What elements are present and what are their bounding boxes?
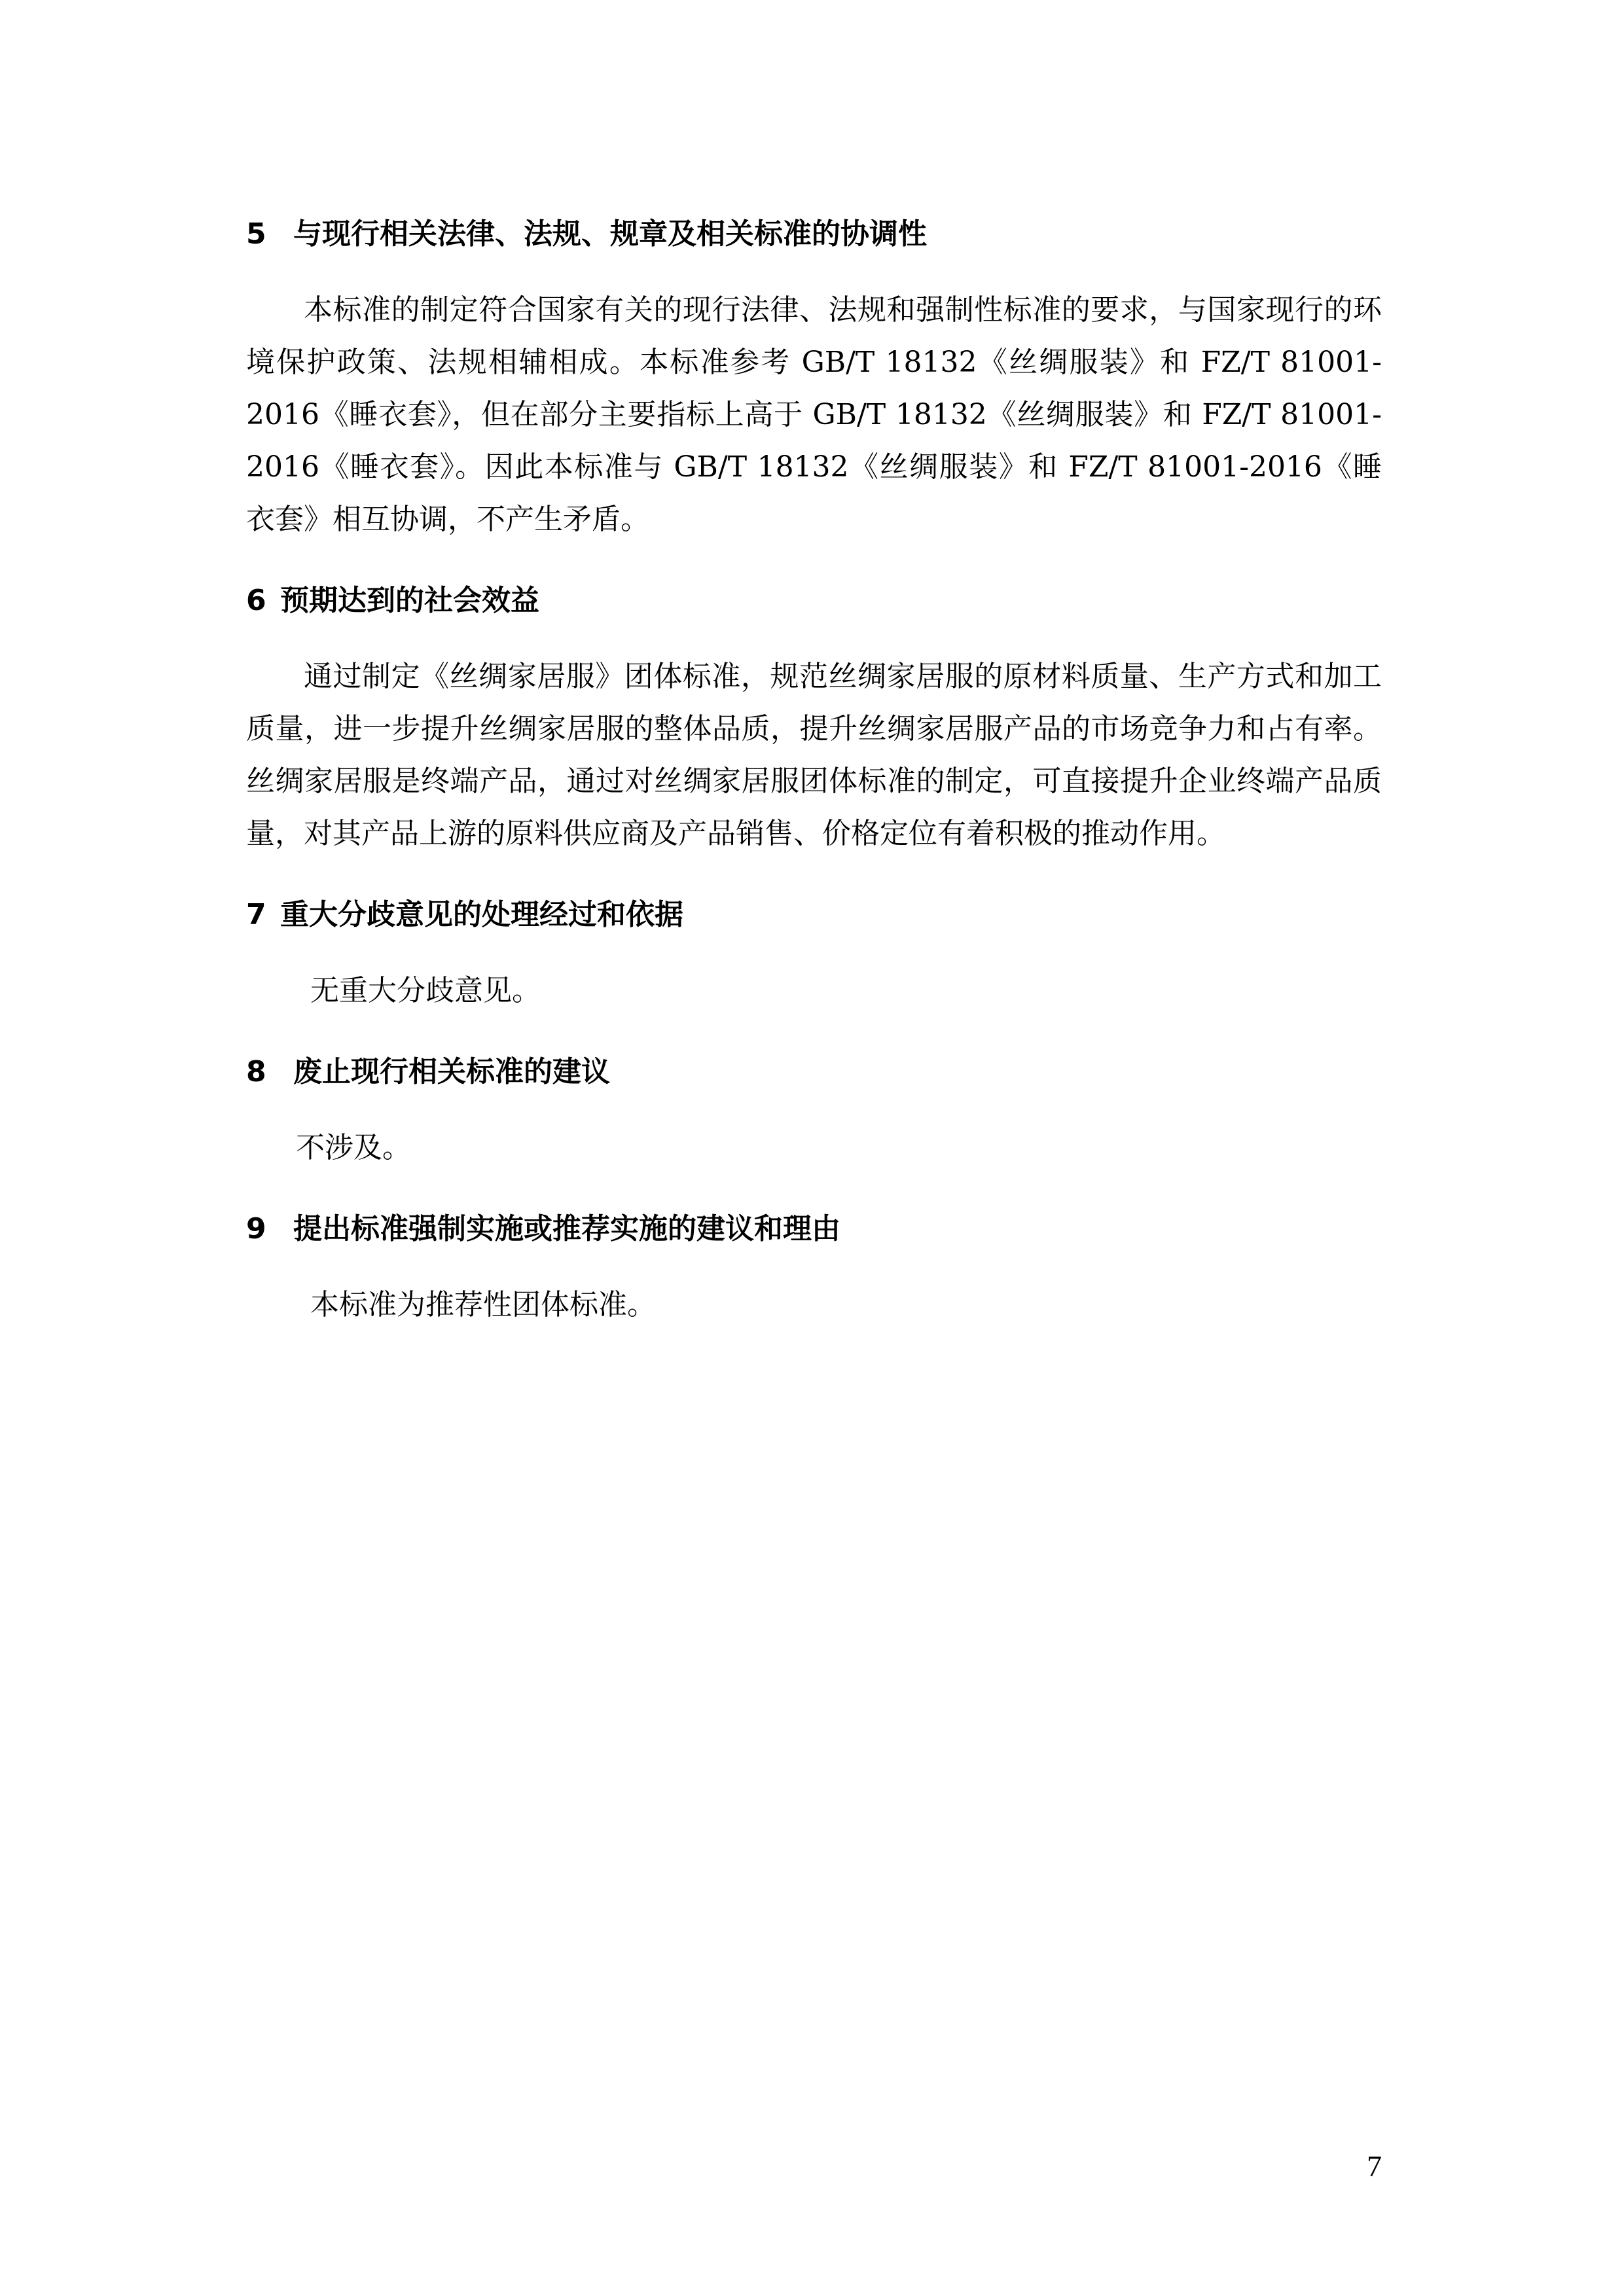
section-number: 6 [246,584,266,617]
section-title: 提出标准强制实施或推荐实施的建议和理由 [293,1212,840,1246]
section-title: 废止现行相关标准的建议 [293,1055,610,1088]
section-number: 7 [246,898,266,931]
section-number: 8 [246,1055,266,1088]
section-paragraph: 本标准的制定符合国家有关的现行法律、法规和强制性标准的要求，与国家现行的环境保护政策、法规相辅相成。本标准参考 GB/T 18132《丝绸服装》和 FZ/T 81001-2016《睡衣套》，但在部分主要指标上高于 GB/T 18132《丝绸服装》和 FZ/T 81001-2016《睡衣套》。因此本标准与 GB/T 18132《丝绸服装》和 FZ/T 81001-2016《睡衣套》相互协调，不产生矛盾。 [246,293,1382,536]
section-title: 预期达到的社会效益 [280,584,539,617]
section-title: 与现行相关法律、法规、规章及相关标准的协调性 [293,217,927,251]
page-number: 7 [1367,2149,1382,2183]
section-heading-8 [246,1046,1382,1098]
page-content [246,208,1382,1331]
section-paragraph: 通过制定《丝绸家居服》团体标准，规范丝绸家居服的原材料质量、生产方式和加工质量，进一步提升丝绸家居服的整体品质，提升丝绸家居服产品的市场竞争力和占有率。丝绸家居服是终端产品，通过对丝绸家居服团体标准的制定，可直接提升企业终端产品质量，对其产品上游的原料供应商及产品销售、价格定位有着积极的推动作用。 [246,660,1382,850]
section-paragraph: 不涉及。 [296,1131,411,1164]
section-heading-7 [246,889,1382,941]
section-heading-5 [246,208,1382,260]
section-paragraph: 本标准为推荐性团体标准。 [310,1288,656,1321]
section-heading-6 [246,575,1382,627]
section-paragraph: 无重大分歧意见。 [310,974,541,1007]
section-heading-9 [246,1203,1382,1255]
section-number: 9 [246,1212,266,1246]
section-title: 重大分歧意见的处理经过和依据 [280,898,683,931]
section-number: 5 [246,217,266,251]
